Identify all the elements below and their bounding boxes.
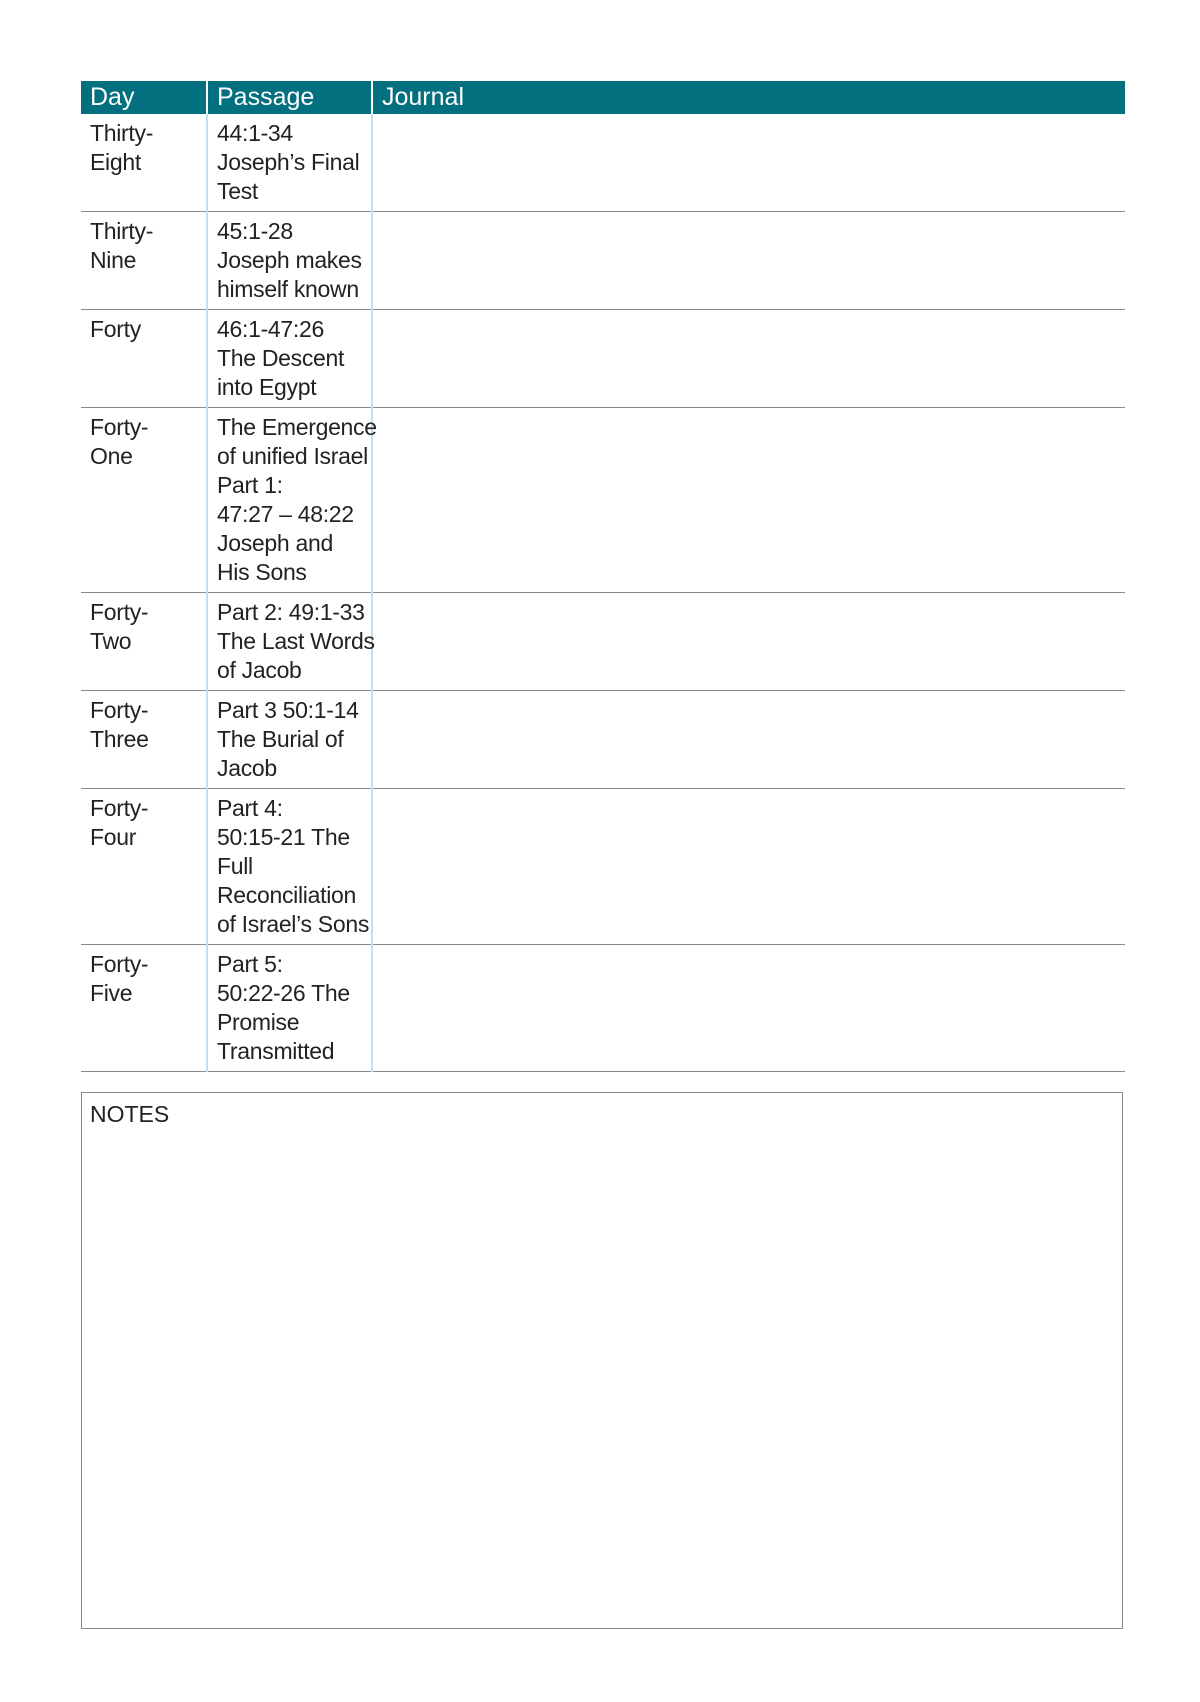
day-text: Four xyxy=(90,824,137,850)
passage-text: of Jacob xyxy=(217,657,302,683)
day-text: Thirty- xyxy=(90,120,154,146)
passage-text: of unified Israel xyxy=(217,443,368,469)
journal-entry-cell[interactable] xyxy=(372,212,1125,310)
passage-cell xyxy=(207,593,375,691)
day-text: Nine xyxy=(90,247,137,273)
reading-journal-table xyxy=(81,81,1125,1072)
passage-text: The Emergence xyxy=(217,414,377,440)
journal-entry-cell[interactable] xyxy=(372,789,1125,945)
passage-text: Part 4: xyxy=(217,795,283,821)
passage-text: Jacob xyxy=(217,755,277,781)
journal-entry-cell[interactable] xyxy=(372,408,1125,593)
day-text: Five xyxy=(90,980,133,1006)
table-row xyxy=(81,593,1125,691)
passage-text: of Israel’s Sons xyxy=(217,911,370,937)
day-cell xyxy=(81,408,207,593)
journal-entry-cell[interactable] xyxy=(372,945,1125,1072)
table-body xyxy=(81,114,1125,1072)
passage-cell xyxy=(207,789,372,945)
passage-text: Transmitted xyxy=(217,1038,335,1064)
table-row xyxy=(81,945,1125,1072)
header-journal: Journal xyxy=(372,81,1125,114)
day-cell xyxy=(81,789,207,945)
notes-box[interactable] xyxy=(81,1092,1123,1629)
table-row xyxy=(81,408,1125,593)
day-text: Forty- xyxy=(90,795,149,821)
header-passage: Passage xyxy=(207,81,372,114)
passage-text: His Sons xyxy=(217,559,307,585)
header-day: Day xyxy=(81,81,207,114)
passage-text: Part 2: 49:1-33 xyxy=(217,599,365,625)
passage-text: The Descent xyxy=(217,345,345,371)
passage-text: 44:1-34 xyxy=(217,120,293,146)
passage-cell xyxy=(207,212,372,310)
day-text: Two xyxy=(90,628,132,654)
journal-entry-cell[interactable] xyxy=(372,691,1125,789)
day-cell xyxy=(81,593,207,691)
passage-cell xyxy=(207,691,372,789)
passage-text: Full xyxy=(217,853,253,879)
day-text: Thirty- xyxy=(90,218,154,244)
table-row xyxy=(81,212,1125,310)
passage-text: Promise xyxy=(217,1009,300,1035)
journal-entry-cell[interactable] xyxy=(372,310,1125,408)
passage-text: 50:22-26 The xyxy=(217,980,350,1006)
passage-text: 50:15-21 The xyxy=(217,824,350,850)
day-text: Eight xyxy=(90,149,141,175)
passage-text: Part 3 50:1-14 xyxy=(217,697,359,723)
passage-text: The Last Words xyxy=(217,628,375,654)
passage-text: himself known xyxy=(217,276,359,302)
passage-text: into Egypt xyxy=(217,374,317,400)
table-row xyxy=(81,691,1125,789)
table-row xyxy=(81,114,1125,212)
day-cell xyxy=(81,114,207,212)
day-cell xyxy=(81,691,207,789)
journal-entry-cell[interactable] xyxy=(372,593,1125,691)
passage-text: 45:1-28 xyxy=(217,218,293,244)
passage-text: Part 5: xyxy=(217,951,283,977)
passage-text: Reconciliation xyxy=(217,882,356,908)
day-text: Forty- xyxy=(90,599,149,625)
passage-text: Joseph’s Final xyxy=(217,149,360,175)
notes-title: NOTES xyxy=(90,1101,170,1127)
day-text: Three xyxy=(90,726,149,752)
day-cell xyxy=(81,212,207,310)
day-cell xyxy=(81,945,207,1072)
passage-text: Joseph and xyxy=(217,530,333,556)
passage-text: Test xyxy=(217,178,258,204)
day-text: Forty- xyxy=(90,414,149,440)
day-cell xyxy=(81,310,207,408)
journal-entry-cell[interactable] xyxy=(372,114,1125,212)
passage-text: The Burial of xyxy=(217,726,344,752)
passage-text: 47:27 – 48:22 xyxy=(217,501,354,527)
table-row xyxy=(81,310,1125,408)
passage-cell xyxy=(207,945,372,1072)
table-header-row xyxy=(81,81,1125,114)
passage-text: Joseph makes xyxy=(217,247,362,273)
day-text: One xyxy=(90,443,133,469)
passage-cell xyxy=(207,310,372,408)
passage-cell xyxy=(207,114,372,212)
table-row xyxy=(81,789,1125,945)
day-text: Forty xyxy=(90,316,141,342)
passage-cell xyxy=(207,408,377,593)
passage-text: Part 1: xyxy=(217,472,283,498)
passage-text: 46:1-47:26 xyxy=(217,316,324,342)
day-text: Forty- xyxy=(90,697,149,723)
day-text: Forty- xyxy=(90,951,149,977)
